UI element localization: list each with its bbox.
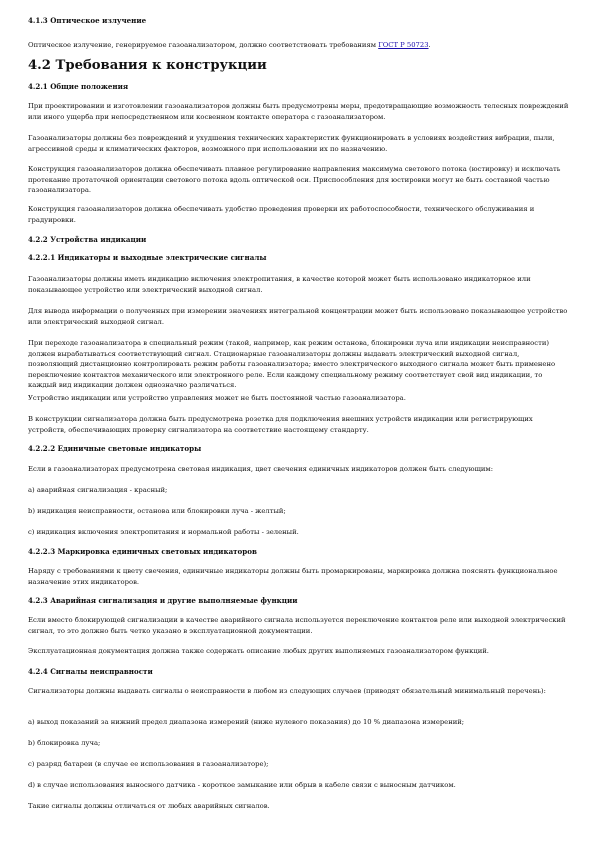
- subsection-4-2-2-1-title: 4.2.2.1 Индикаторы и выходные электрические сигналы: [28, 253, 267, 262]
- paragraph-8: Устройство индикации или устройство управления может не быть постоянной частью газоанализатора.: [28, 394, 406, 402]
- subsection-4-2-2-2-title: 4.2.2.2 Единичные световые индикаторы: [28, 444, 202, 453]
- paragraph-13: Эксплуатационная документация должна также содержать описание любых других выполняемых газоанализатором функций.: [28, 647, 489, 655]
- paragraph-12: Если вместо блокирующей сигнализации в качестве аварийного сигнала используется переключение контактов реле или выходной электрический сигнал, то это должно быть четко указано в эксплуатационной документации.: [28, 616, 566, 635]
- paragraph-7: При переходе газоанализатора в специальный режим (такой, например, как режим останова, блокировки луча или индикации неисправности) должен вырабатываться соответствующий сигнал. Стационарные газоанализаторы должны выдавать электрический выходной сигнал, позволяющий дистанционно контролировать режим работы газоанализатора; вместо электрического выходного сигнала может быть применено переключение контактов механического или электронного реле. Если каждому специальному режиму соответствует свой вид индикации, то каждый вид индикации должен однозначно различаться.: [28, 339, 556, 390]
- section-4-1-3-text: [28, 40, 570, 51]
- list2-item-b: b) блокировка луча;: [28, 739, 101, 747]
- subsection-4-2-3-title: 4.2.3 Аварийная сигнализация и другие выполняемые функции: [28, 596, 298, 605]
- list2-item-d: d) в случае использования выносного датчика - короткое замыкание или обрыв в кабеле связи с выносным датчиком.: [28, 781, 456, 789]
- paragraph-4: Конструкция газоанализаторов должна обеспечивать удобство проведения проверки их работоспособности, технического обслуживания и градуировки.: [28, 205, 535, 224]
- list2-item-c: c) разряд батареи (в случае ее использования в газоанализаторе);: [28, 760, 269, 768]
- list-item-a: а) аварийная сигнализация - красный;: [28, 486, 168, 494]
- text-before-link: Оптическое излучение, генерируемое газоанализатором, должно соответствовать требованиям: [28, 41, 379, 49]
- text-after-link: .: [428, 41, 431, 49]
- list2-item-a: а) выход показаний за нижний предел диапазона измерений (ниже нулевого показания) до 10 % диапазона измерений;: [28, 718, 465, 726]
- paragraph-10: Если в газоанализаторах предусмотрена световая индикация, цвет свечения единичных индикаторов должен быть следующим:: [28, 465, 493, 473]
- paragraph-15: Такие сигналы должны отличаться от любых аварийных сигналов.: [28, 802, 270, 810]
- subsection-4-2-2-title: 4.2.2 Устройства индикации: [28, 235, 147, 244]
- paragraph-2: Газоанализаторы должны без повреждений и ухудшения технических характеристик функционировать в условиях воздействия вибрации, пыли, агрессивной среды и климатических факторов, возможного при использовании их по назначению.: [28, 134, 555, 153]
- subsection-4-2-1-title: 4.2.1 Общие положения: [28, 82, 129, 91]
- paragraph-9: В конструкции сигнализатора должна быть предусмотрена розетка для подключения внешних устройств индикации или регистрирующих устройств, обеспечивающих проверку сигнализатора на соответствие настоящему стандарту.: [28, 415, 533, 434]
- section-4-2-heading: 4.2 Требования к конструкции: [28, 58, 267, 73]
- paragraph-11: Наряду с требованиями к цвету свечения, единичные индикаторы должны быть промаркированы, маркировка должна пояснять функциональное назначение этих индикаторов.: [28, 567, 558, 586]
- paragraph-14: Сигнализаторы должны выдавать сигналы о неисправности в любом из следующих случаев (приводят обязательный минимальный перечень):: [28, 687, 546, 695]
- paragraph-1: При проектировании и изготовлении газоанализаторов должны быть предусмотрены меры, предотвращающие возможность телесных повреждений или иного ущерба при непосредственном или косвенном контакте оператора с газоанализатором.: [28, 102, 569, 121]
- section-4-1-3-title: 4.1.3 Оптическое излучение: [28, 16, 147, 25]
- list-item-c: c) индикация включения электропитания и нормальной работы - зеленый.: [28, 528, 299, 536]
- paragraph-5: Газоанализаторы должны иметь индикацию включения электропитания, в качестве которой может быть использовано индикаторное или показывающее устройство или электрический выходной сигнал.: [28, 275, 531, 294]
- list-item-b: b) индикация неисправности, останова или блокировки луча - желтый;: [28, 507, 286, 515]
- paragraph-3: Конструкция газоанализаторов должна обеспечивать плавное регулирование направления максимума светового потока (юстировку) и исключать протекание протаточной ориентации светового потока вдоль оптической оси. Приспособления для юстировки могут не быть составной частью газоанализатора.: [28, 165, 561, 195]
- gost-link[interactable]: ГОСТ Р 50723: [378, 41, 429, 49]
- subsection-4-2-2-3-title: 4.2.2.3 Маркировка единичных световых индикаторов: [28, 547, 257, 556]
- subsection-4-2-4-title: 4.2.4 Сигналы неисправности: [28, 667, 153, 676]
- paragraph-6: Для вывода информации о полученных при измерении значениях интегральной концентрации может быть использовано показывающее устройство или электрический выходной сигнал.: [28, 307, 568, 326]
